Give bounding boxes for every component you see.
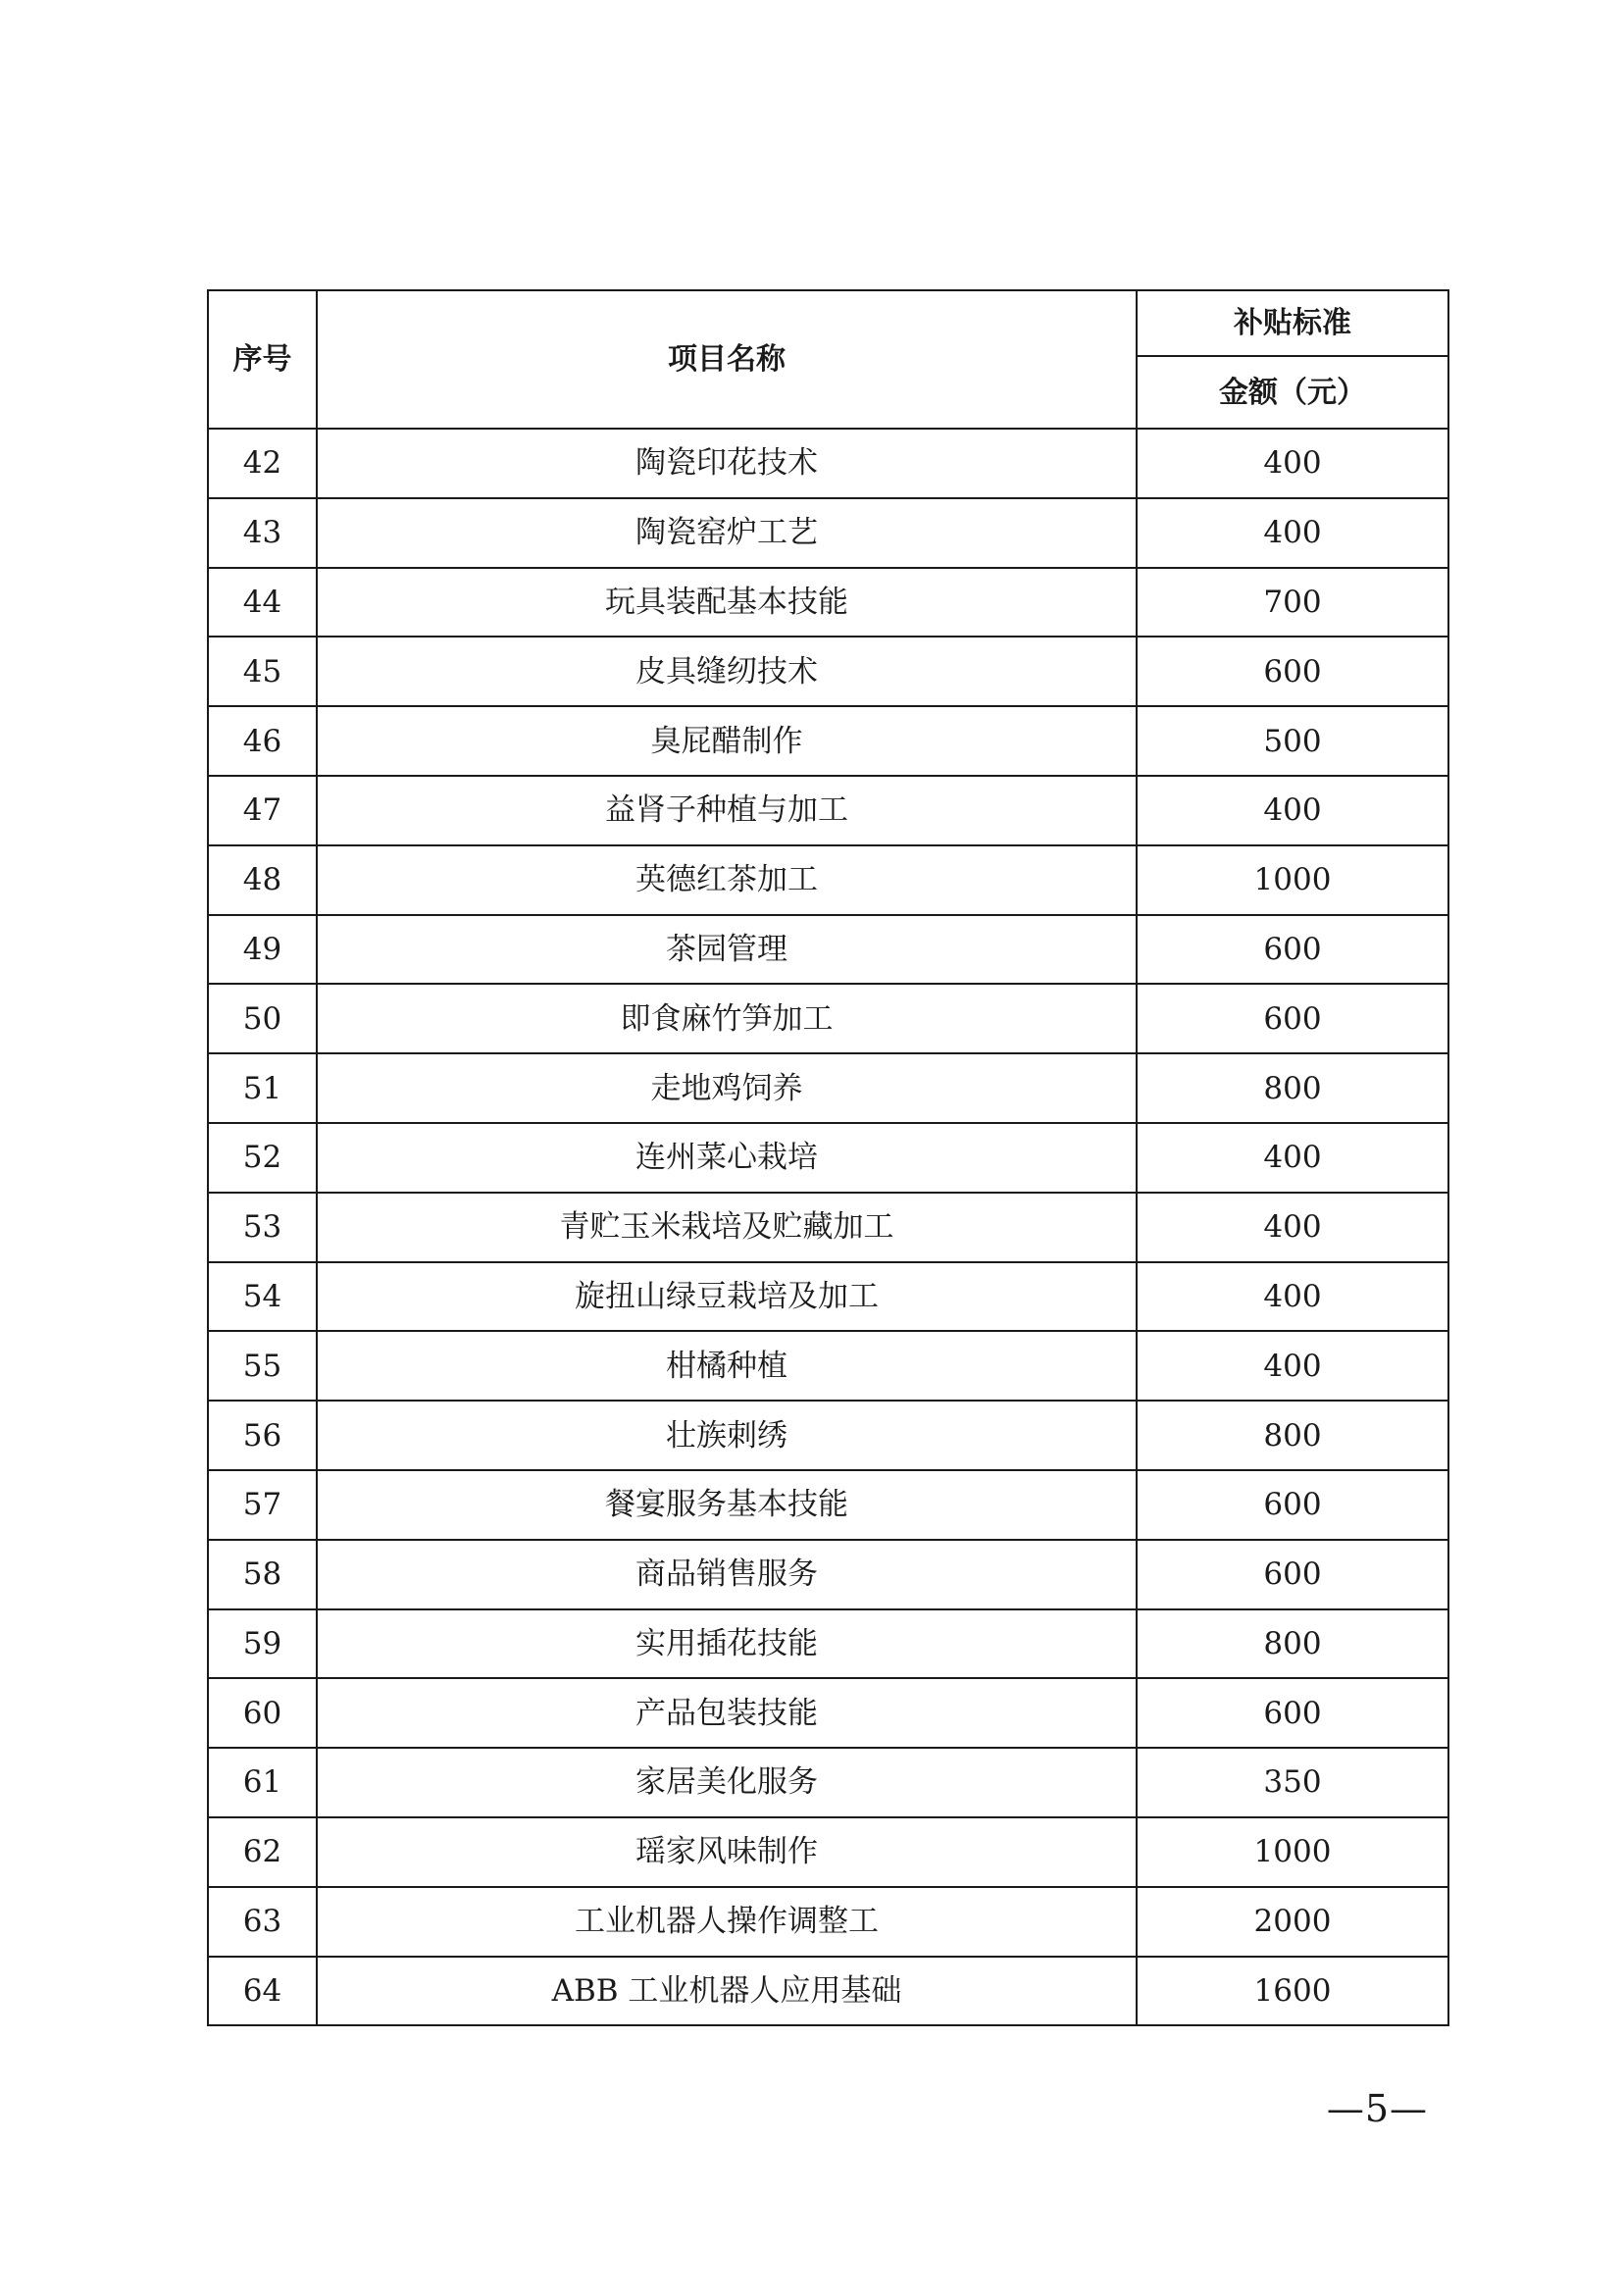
table-row: [208, 1678, 1448, 1748]
row-name: 茶园管理: [317, 915, 1137, 985]
row-amount: 700: [1137, 568, 1448, 638]
table-row: [208, 845, 1448, 915]
row-amount: 600: [1137, 1540, 1448, 1609]
row-amount: 500: [1137, 706, 1448, 776]
row-no: 43: [208, 498, 317, 568]
row-no: 49: [208, 915, 317, 985]
row-no: 52: [208, 1123, 317, 1193]
table-row: [208, 1817, 1448, 1887]
row-amount: 800: [1137, 1053, 1448, 1123]
row-no: 57: [208, 1470, 317, 1540]
table-row: [208, 1053, 1448, 1123]
row-amount: 400: [1137, 1123, 1448, 1193]
row-amount: 400: [1137, 1193, 1448, 1262]
table-row: [208, 776, 1448, 845]
row-amount: 800: [1137, 1401, 1448, 1470]
table-row: [208, 1331, 1448, 1401]
row-name: 益肾子种植与加工: [317, 776, 1137, 845]
table-row: [208, 1957, 1448, 2026]
table-row: [208, 1123, 1448, 1193]
table-row: [208, 984, 1448, 1053]
table-row: [208, 1401, 1448, 1470]
row-name: 商品销售服务: [317, 1540, 1137, 1609]
table-row: [208, 637, 1448, 706]
row-amount: 600: [1137, 1470, 1448, 1540]
row-no: 61: [208, 1748, 317, 1817]
row-amount: 1000: [1137, 1817, 1448, 1887]
table-row: [208, 1193, 1448, 1262]
table-row: [208, 1609, 1448, 1679]
row-no: 54: [208, 1262, 317, 1332]
row-amount: 400: [1137, 429, 1448, 498]
table-header: [208, 290, 1448, 429]
row-name: 即食麻竹笋加工: [317, 984, 1137, 1053]
table-row: [208, 1748, 1448, 1817]
row-name: 瑶家风味制作: [317, 1817, 1137, 1887]
row-name: 陶瓷窑炉工艺: [317, 498, 1137, 568]
row-name: 走地鸡饲养: [317, 1053, 1137, 1123]
row-name: 青贮玉米栽培及贮藏加工: [317, 1193, 1137, 1262]
row-name: 皮具缝纫技术: [317, 637, 1137, 706]
table-row: [208, 1887, 1448, 1957]
header-standard: 补贴标准: [1137, 290, 1448, 356]
table-row: [208, 1470, 1448, 1540]
row-no: 48: [208, 845, 317, 915]
row-no: 60: [208, 1678, 317, 1748]
row-no: 59: [208, 1609, 317, 1679]
table-row: [208, 915, 1448, 985]
row-amount: 2000: [1137, 1887, 1448, 1957]
subsidy-table: [207, 289, 1449, 2026]
row-name: 柑橘种植: [317, 1331, 1137, 1401]
header-no: 序号: [208, 290, 317, 429]
table-row: [208, 1540, 1448, 1609]
table-row: [208, 706, 1448, 776]
table-row: [208, 1262, 1448, 1332]
row-amount: 600: [1137, 637, 1448, 706]
row-amount: 400: [1137, 498, 1448, 568]
row-amount: 350: [1137, 1748, 1448, 1817]
row-no: 56: [208, 1401, 317, 1470]
row-no: 46: [208, 706, 317, 776]
row-name: 臭屁醋制作: [317, 706, 1137, 776]
row-no: 45: [208, 637, 317, 706]
row-name: 工业机器人操作调整工: [317, 1887, 1137, 1957]
row-no: 53: [208, 1193, 317, 1262]
row-no: 62: [208, 1817, 317, 1887]
row-no: 64: [208, 1957, 317, 2026]
table-row: [208, 568, 1448, 638]
header-name: 项目名称: [317, 290, 1137, 429]
row-name: 陶瓷印花技术: [317, 429, 1137, 498]
row-name: 实用插花技能: [317, 1609, 1137, 1679]
row-name: 英德红茶加工: [317, 845, 1137, 915]
row-no: 55: [208, 1331, 317, 1401]
row-no: 47: [208, 776, 317, 845]
row-no: 58: [208, 1540, 317, 1609]
row-no: 63: [208, 1887, 317, 1957]
header-amount: 金额（元）: [1137, 356, 1448, 429]
row-amount: 600: [1137, 915, 1448, 985]
row-no: 50: [208, 984, 317, 1053]
row-amount: 1000: [1137, 845, 1448, 915]
row-no: 44: [208, 568, 317, 638]
row-amount: 400: [1137, 776, 1448, 845]
row-name: ABB 工业机器人应用基础: [317, 1957, 1137, 2026]
row-amount: 600: [1137, 984, 1448, 1053]
row-amount: 600: [1137, 1678, 1448, 1748]
row-name: 玩具装配基本技能: [317, 568, 1137, 638]
table-row: [208, 429, 1448, 498]
row-name: 连州菜心栽培: [317, 1123, 1137, 1193]
row-amount: 800: [1137, 1609, 1448, 1679]
table-body: [208, 429, 1448, 2025]
row-name: 家居美化服务: [317, 1748, 1137, 1817]
row-name: 餐宴服务基本技能: [317, 1470, 1137, 1540]
row-amount: 1600: [1137, 1957, 1448, 2026]
row-amount: 400: [1137, 1262, 1448, 1332]
row-name: 产品包装技能: [317, 1678, 1137, 1748]
row-name: 旋扭山绿豆栽培及加工: [317, 1262, 1137, 1332]
page-number: —5—: [1326, 2087, 1428, 2130]
table-row: [208, 498, 1448, 568]
row-no: 42: [208, 429, 317, 498]
row-no: 51: [208, 1053, 317, 1123]
row-name: 壮族刺绣: [317, 1401, 1137, 1470]
row-amount: 400: [1137, 1331, 1448, 1401]
